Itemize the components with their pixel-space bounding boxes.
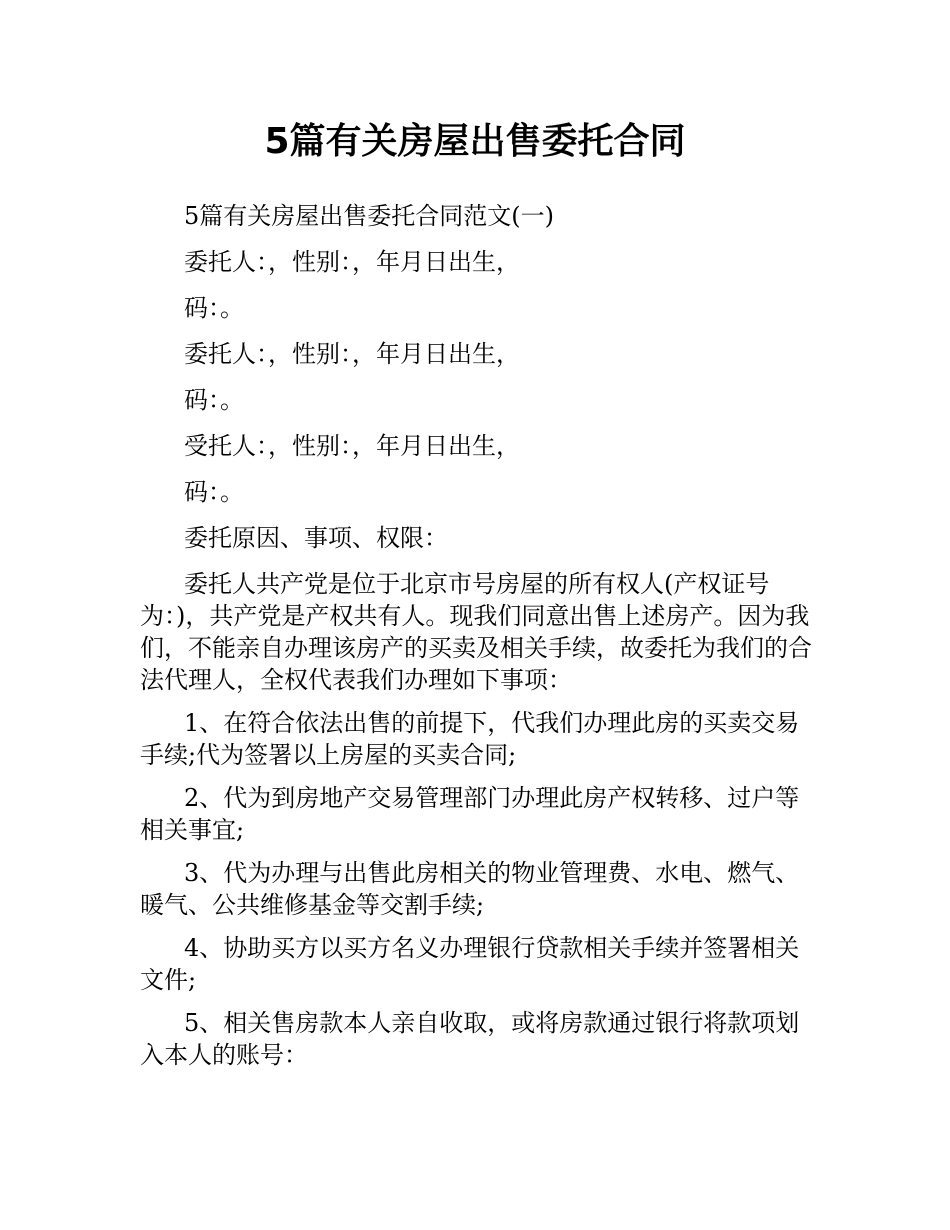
document-body: [140, 200, 812, 1082]
principal-2-info: 委托人：，性别：，年月日出生，: [184, 340, 520, 368]
section-heading: 5篇有关房屋出售委托合同范文(一): [184, 202, 554, 230]
delegation-reasons-heading: 委托原因、事项、权限：: [184, 524, 448, 552]
list-item-5: 5、相关售房款本人亲自收取，或将房款通过银行将款项划入本人的账号：: [140, 1009, 800, 1069]
list-item-4: 4、协助买方以买方名义办理银行贷款相关手续并签署相关文件;: [140, 934, 800, 994]
principal-2-id-code: 码：。: [184, 386, 244, 414]
list-item-1: 1、在符合依法出售的前提下，代我们办理此房的买卖交易手续;代为签署以上房屋的买卖合同;: [140, 709, 800, 769]
list-item-2: 2、代为到房地产交易管理部门办理此房产权转移、过户等相关事宜;: [140, 784, 800, 844]
agent-id-code: 码：。: [184, 478, 244, 506]
document-title: 5篇有关房屋出售委托合同: [264, 121, 686, 162]
delegation-statement-paragraph: 委托人共产党是位于北京市号房屋的所有权人(产权证号为：)，共产党是产权共有人。现我们同意出售上述房产。因为我们，不能亲自办理该房产的买卖及相关手续，故委托为我们的合法代理人，全权代表我们办理如下事项：: [140, 570, 812, 694]
principal-1-info: 委托人：，性别：，年月日出生，: [184, 248, 520, 276]
list-item-3: 3、代为办理与出售此房相关的物业管理费、水电、燃气、暖气、公共维修基金等交割手续;: [140, 859, 800, 919]
agent-info: 受托人：，性别：，年月日出生，: [184, 432, 520, 460]
principal-1-id-code: 码：。: [184, 294, 244, 322]
